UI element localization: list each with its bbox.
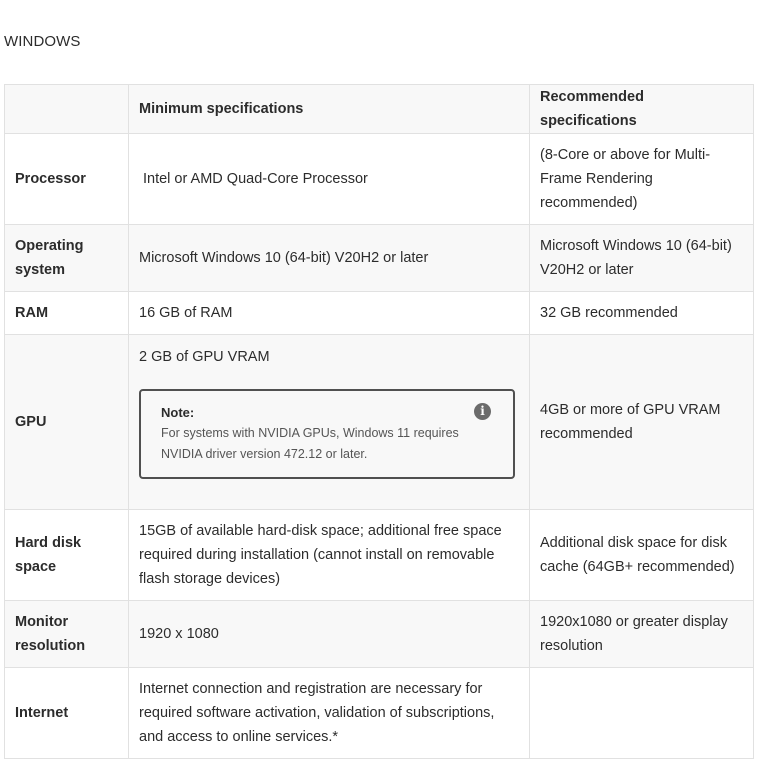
rec-spec-cell: Additional disk space for disk cache (64GB+ recommended) (530, 510, 754, 601)
row-label: Operating system (5, 225, 129, 292)
header-minimum: Minimum specifications (129, 85, 530, 134)
min-spec-cell: 1920 x 1080 (129, 601, 530, 668)
table-row (5, 601, 754, 668)
header-blank (5, 85, 129, 134)
min-spec-cell: 16 GB of RAM (129, 292, 530, 335)
section-heading: WINDOWS (4, 33, 81, 50)
table-header-row (5, 85, 754, 134)
min-spec-cell: Intel or AMD Quad-Core Processor (129, 134, 530, 225)
min-spec-text: 2 GB of GPU VRAM (139, 349, 270, 365)
row-label: Hard disk space (5, 510, 129, 601)
note-body: For systems with NVIDIA GPUs, Windows 11 requires NVIDIA driver version 472.12 or later. (161, 426, 459, 461)
rec-spec-cell (530, 668, 754, 759)
header-recommended: Recommended specifications (530, 85, 754, 134)
rec-spec-cell: (8-Core or above for Multi-Frame Rendering recommended) (530, 134, 754, 225)
min-spec-cell: Internet connection and registration are necessary for required software activation, validation of subscriptions, and access to online services.* (129, 668, 530, 759)
table-row (5, 134, 754, 225)
rec-spec-cell: 1920x1080 or greater display resolution (530, 601, 754, 668)
gpu-note-box (139, 389, 515, 479)
rec-spec-cell: 32 GB recommended (530, 292, 754, 335)
rec-spec-cell: Microsoft Windows 10 (64-bit) V20H2 or later (530, 225, 754, 292)
table-row (5, 668, 754, 759)
note-title: Note: (161, 405, 195, 420)
row-label: GPU (5, 335, 129, 510)
row-label: RAM (5, 292, 129, 335)
table-row (5, 292, 754, 335)
table-row (5, 225, 754, 292)
min-spec-cell: 15GB of available hard-disk space; additional free space required during installation (cannot install on removable flash storage devices) (129, 510, 530, 601)
row-label: Monitor resolution (5, 601, 129, 668)
min-spec-cell: Microsoft Windows 10 (64-bit) V20H2 or later (129, 225, 530, 292)
row-label: Internet (5, 668, 129, 759)
row-label: Processor (5, 134, 129, 225)
rec-spec-cell: 4GB or more of GPU VRAM recommended (530, 335, 754, 510)
table-row (5, 510, 754, 601)
info-icon: i (474, 403, 491, 420)
min-spec-cell (129, 335, 530, 510)
system-requirements-table (4, 84, 754, 759)
table-row (5, 335, 754, 510)
